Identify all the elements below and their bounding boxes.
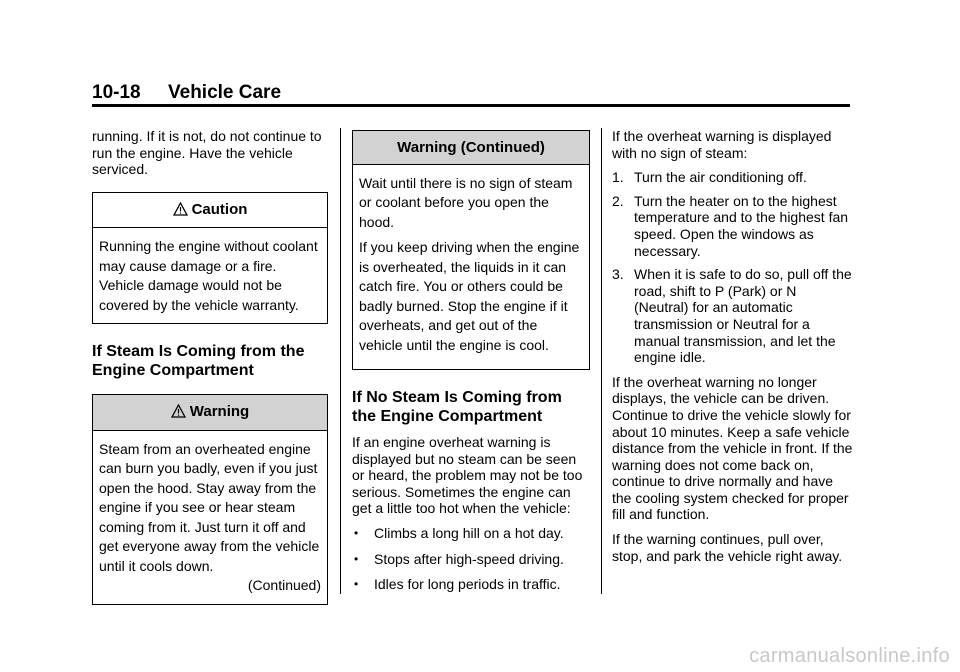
column-2 — [352, 128, 590, 602]
watermark: carmanualsonline.info — [749, 645, 950, 667]
warning-continued-box — [352, 130, 590, 370]
column-3 — [612, 128, 854, 572]
page-header — [92, 82, 281, 104]
overheat-intro: If the overheat warning is displayed with no sign of steam: — [612, 128, 832, 161]
list-item: • Stops after high-speed driving. — [354, 550, 564, 567]
continued-label: (Continued) — [247, 577, 321, 594]
caution-title-text: Caution — [191, 200, 248, 218]
header-rule — [92, 104, 850, 107]
step-item: 1. Turn the air conditioning off. — [612, 169, 807, 186]
condition-list — [352, 525, 590, 593]
bullet-icon: • — [354, 526, 359, 541]
bullet-icon: • — [354, 551, 359, 566]
warning-continued-title: Warning (Continued) — [353, 131, 589, 165]
column-divider — [340, 128, 341, 594]
bullet-icon: • — [354, 577, 359, 592]
warning-box — [92, 394, 328, 605]
warning-text: Steam from an overheated engine can burn you badly, even if you just open the hood. Stay away from the engine if you see or hear steam coming from it. Just turn it off and get everyone away from the vehicle until it cools down. — [99, 440, 320, 574]
page-number: 10-18 — [92, 82, 141, 103]
warning-title-text: Warning — [189, 403, 250, 421]
warning-triangle-icon — [171, 404, 186, 423]
section-title: Vehicle Care — [168, 82, 282, 103]
warning-triangle-icon — [173, 202, 188, 221]
caution-box — [92, 192, 328, 325]
column-1 — [92, 128, 328, 623]
steam-heading: If Steam Is Coming from the Engine Compartment — [92, 343, 305, 380]
warning-title — [93, 395, 327, 431]
step-item: 2. Turn the heater on to the highest temperature and to the highest fan speed. Open the windows as necessary. — [612, 192, 849, 259]
step-item: 3. When it is safe to do so, pull off the road, shift to P (Park) or N (Neutral) for an automatic transmission or Neutral for a manual transmission, and let the engine idle. — [612, 266, 852, 366]
warning-body — [93, 431, 327, 604]
no-steam-heading: If No Steam Is Coming from the Engine Compartment — [352, 389, 562, 426]
caution-body: Running the engine without coolant may cause damage or a fire. Vehicle damage would not be covered by the vehicle warranty. — [99, 238, 318, 313]
column-divider — [601, 128, 602, 594]
steps-list — [612, 169, 854, 366]
list-item: • Climbs a long hill on a hot day. — [354, 525, 564, 542]
driven-paragraph: If the overheat warning no longer displays, the vehicle can be driven. Continue to drive the vehicle slowly for about 10 minutes. Keep a safe vehicle distance from the vehicle in front. If the warning does not come back on, continue to drive normally and have the cooling system checked for proper fill and function. — [612, 373, 853, 523]
caution-title — [93, 193, 327, 229]
no-steam-intro: If an engine overheat warning is displayed but no steam can be seen or heard, the problem may not be too serious. Sometimes the engine can get a little too hot when the vehicle: — [352, 434, 583, 517]
warning-continued-para: If you keep driving when the engine is overheated, the liquids in it can catch fire. You or others could be badly burned. Stop the engine if it overheats, and get out of the vehicle until the engine is cool. — [359, 239, 580, 353]
list-item: • Idles for long periods in traffic. — [354, 576, 561, 593]
continues-paragraph: If the warning continues, pull over, stop, and park the vehicle right away. — [612, 531, 843, 564]
warning-continued-para: Wait until there is no sign of steam or coolant before you open the hood. — [359, 174, 573, 230]
intro-paragraph: running. If it is not, do not continue to run the engine. Have the vehicle serviced. — [92, 128, 322, 178]
warning-continued-body — [353, 165, 589, 370]
